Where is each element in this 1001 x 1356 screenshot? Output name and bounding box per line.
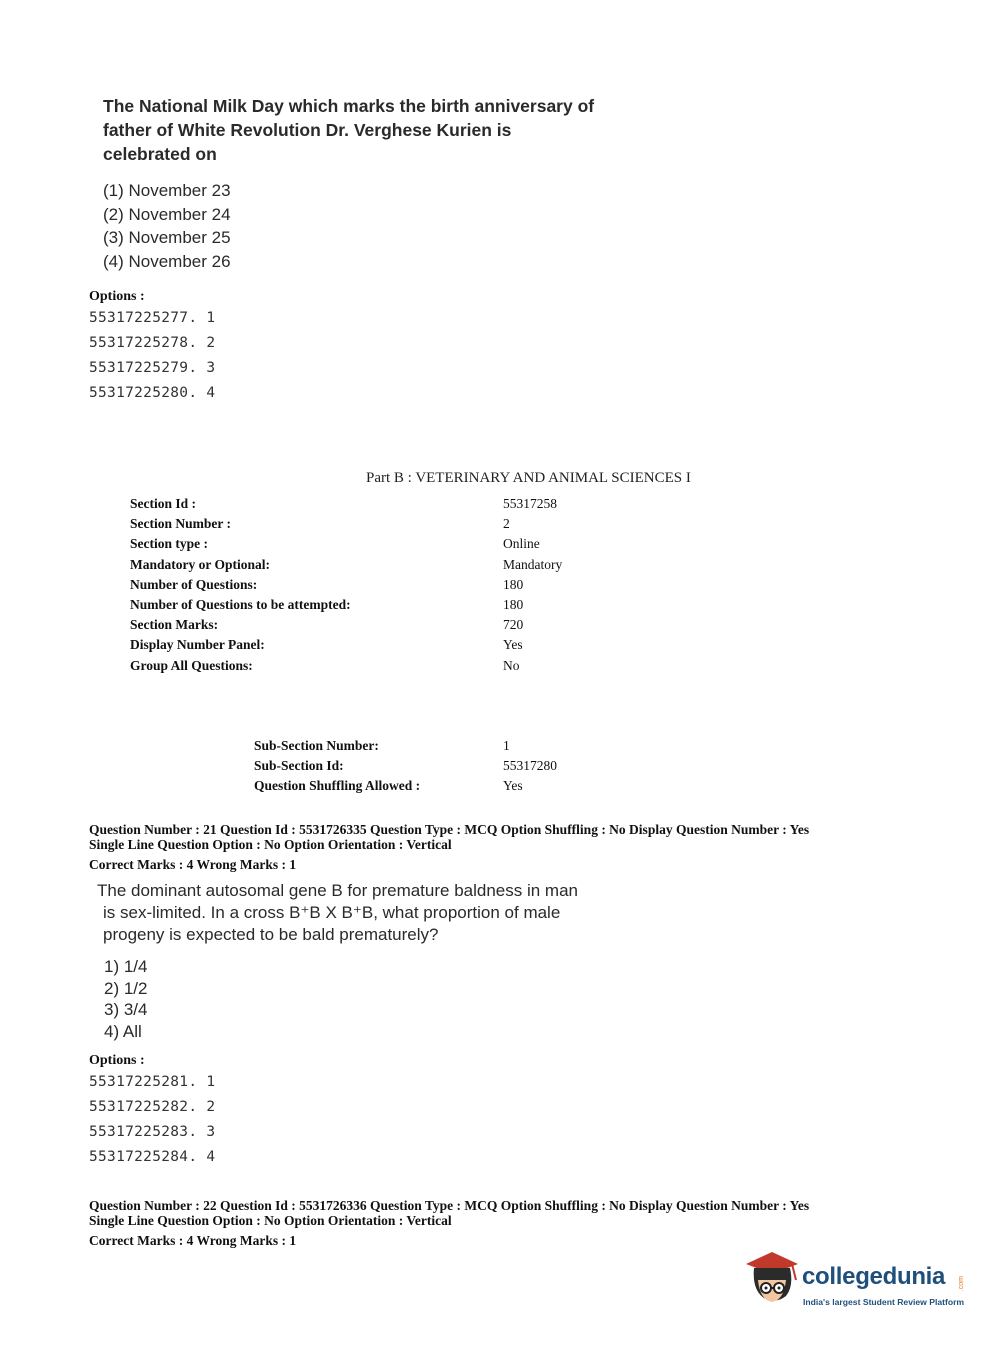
marks-line: Correct Marks : 4 Wrong Marks : 1 (89, 1233, 297, 1248)
question-line: progeny is expected to be bald prematurely? (103, 925, 439, 944)
subsection-field-row (254, 756, 594, 776)
field-value: 2 (503, 516, 510, 532)
field-value: 55317258 (503, 496, 557, 511)
marks-line: Correct Marks : 4 Wrong Marks : 1 (89, 857, 297, 872)
question-line: celebrated on (103, 144, 217, 164)
brand-name: collegedunia (802, 1263, 946, 1290)
section-field-row (130, 555, 610, 575)
field-key: Section type : (130, 536, 208, 552)
subsection-field-row (254, 736, 594, 756)
option-id-list (89, 306, 215, 406)
section-field-row (130, 615, 610, 635)
option-id: 55317225284. 4 (89, 1149, 216, 1165)
option-id: 55317225278. 2 (89, 335, 216, 351)
section-field-row (130, 635, 610, 655)
option-id-list (89, 1070, 215, 1170)
choice-item: (1) November 23 (103, 181, 231, 200)
field-key: Number of Questions to be attempted: (130, 597, 351, 613)
choice-item: (3) November 25 (103, 228, 231, 247)
option-id: 55317225280. 4 (89, 385, 216, 401)
choice-item: 2) 1/2 (104, 978, 148, 998)
question-21-text (97, 880, 578, 946)
field-value: 180 (503, 597, 524, 613)
field-value: 55317280 (503, 758, 557, 774)
choice-item: (4) November 26 (103, 251, 231, 271)
section-field-row (130, 494, 610, 514)
field-value: 1 (503, 738, 510, 753)
brand-suffix: .com (958, 1276, 965, 1292)
section-field-row (130, 575, 610, 595)
field-key: Number of Questions: (130, 576, 258, 592)
option-id: 55317225282. 2 (89, 1099, 216, 1115)
question-21-choices (104, 956, 147, 1042)
field-value: Online (503, 536, 540, 552)
choice-item: 1) 1/4 (104, 957, 148, 976)
question-line: father of White Revolution Dr. Verghese Kurien is (103, 120, 512, 140)
meta-line: Question Number : 22 Question Id : 5531726336 Question Type : MCQ Option Shuffling : No Display Question Number : Yes (89, 1198, 810, 1213)
field-key: Mandatory or Optional: (130, 556, 271, 572)
section-details (130, 494, 610, 676)
brand-tagline: India's largest Student Review Platform (803, 1297, 965, 1307)
question-line: The National Milk Day which marks the birth anniversary of (103, 96, 595, 116)
question-line: is sex-limited. In a cross B⁺B X B⁺B, what proportion of male (103, 903, 561, 922)
field-value: 720 (503, 617, 524, 633)
question-line: The dominant autosomal gene B for premature baldness in man (97, 881, 578, 900)
field-value: Mandatory (503, 556, 563, 572)
field-key: Sub-Section Id: (254, 758, 344, 774)
choice-item: 3) 3/4 (104, 1000, 148, 1019)
field-value: Yes (503, 637, 523, 653)
choice-item: 4) All (104, 1021, 142, 1041)
field-key: Question Shuffling Allowed : (254, 778, 421, 794)
options-label: Options : (89, 1053, 145, 1068)
field-value: 180 (503, 576, 524, 592)
option-id: 55317225281. 1 (89, 1074, 216, 1090)
field-key: Sub-Section Number: (254, 738, 379, 753)
section-field-row (130, 514, 610, 534)
option-id: 55317225277. 1 (89, 310, 216, 326)
options-label: Options : (89, 289, 145, 304)
subsection-field-row (254, 776, 594, 796)
section-field-row (130, 656, 610, 676)
meta-line: Question Number : 21 Question Id : 5531726335 Question Type : MCQ Option Shuffling : No Display Question Number : Yes (89, 822, 810, 837)
field-key: Section Marks: (130, 617, 219, 633)
mascot-logo-icon (742, 1250, 804, 1320)
subsection-details (254, 736, 594, 797)
meta-line: Single Line Question Option : No Option Orientation : Vertical (89, 837, 452, 852)
option-id: 55317225283. 3 (89, 1124, 216, 1140)
question-22-meta (89, 1198, 809, 1248)
meta-line: Single Line Question Option : No Option Orientation : Vertical (89, 1213, 452, 1228)
field-value: Yes (503, 778, 523, 794)
choice-item: (2) November 24 (103, 204, 231, 224)
section-field-row (130, 595, 610, 615)
question-20-text (103, 94, 623, 166)
field-key: Section Id : (130, 496, 197, 511)
field-key: Display Number Panel: (130, 637, 265, 653)
question-21-meta (89, 822, 809, 872)
field-key: Group All Questions: (130, 657, 253, 673)
question-20-choices (103, 179, 231, 273)
part-title: Part B : VETERINARY AND ANIMAL SCIENCES I (366, 470, 691, 486)
option-id: 55317225279. 3 (89, 360, 216, 376)
field-value: No (503, 657, 520, 673)
section-field-row (130, 534, 610, 554)
field-key: Section Number : (130, 516, 231, 532)
